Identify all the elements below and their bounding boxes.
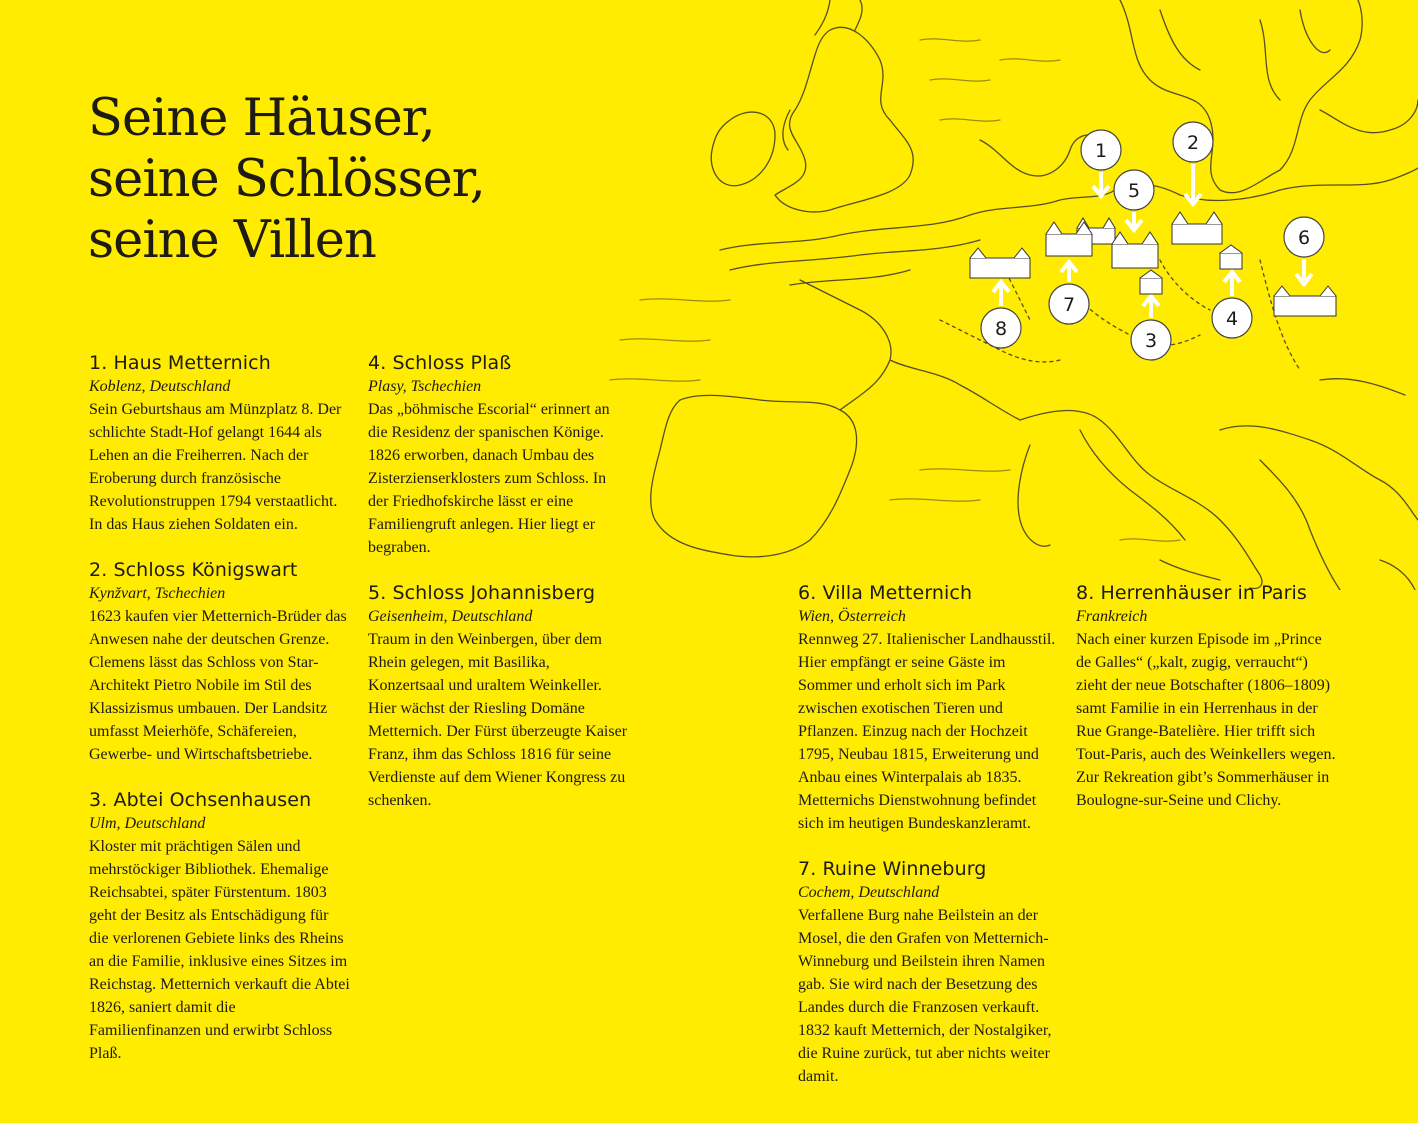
text-column-4: [1076, 582, 1338, 812]
svg-text:7: 7: [1062, 294, 1076, 316]
castle-icon: [970, 248, 1030, 278]
map-markers: [970, 122, 1336, 360]
entry-location: Plasy, Tschechien: [368, 378, 482, 395]
entry-heading: 2. Schloss Königswart: [89, 559, 298, 581]
entry-location: Geisenheim, Deutschland: [368, 608, 533, 625]
entry-schloss-johannisberg: [368, 582, 630, 812]
castle-icon: [1172, 212, 1222, 244]
entry-heading: 7. Ruine Winneburg: [798, 858, 987, 880]
text-column-1: [89, 352, 351, 1065]
entry-text: 1623 kaufen vier Metternich-Brüder das Anwesen nahe der deutschen Grenze. Clemens lässt das Schloss von Star-Architekt Pietro Nobile im Stil des Klassizismus umbauen. Der Landsitz umfasst Meierhöfe, Schäfereien, Gewerbe- und Wirtschaftsbetriebe.: [89, 608, 347, 763]
marker-8: [970, 248, 1030, 348]
text-column-2: [368, 352, 630, 812]
entry-location: Kynžvart, Tschechien: [89, 585, 226, 602]
britain-outline: [775, 27, 913, 212]
marker-3: [1131, 270, 1171, 360]
entry-text: Sein Geburtshaus am Münzplatz 8. Der schlichte Stadt-Hof gelangt 1644 als Lehen an die Freiherren. Nach der Eroberung durch französische Revolutionstruppen 1794 verstaatlicht. In das Haus ziehen Soldaten ein.: [89, 401, 342, 533]
entry-text: Rennweg 27. Italienischer Landhausstil. Hier empfängt er seine Gäste im Sommer und erholt sich im Park zwischen exotischen Tieren und Pflanzen. Einzug nach der Hochzeit 1795, Neubau 1815, Erweiterung und Anbau eines Winterpalais ab 1835. Metternichs Dienstwohnung befindet sich im heutigen Bundeskanzleramt.: [798, 631, 1056, 832]
title-line-1: Seine Häuser,: [88, 89, 435, 148]
entry-text: Das „böhmische Escorial“ erinnert an die Residenz der spanischen Könige. 1826 erworben, danach Umbau des Zisterzienserklosters zum Schloss. In der Friedhofskirche lässt er eine Familiengruft anlegen. Hier liegt er begraben.: [368, 401, 610, 556]
europe-map: [560, 0, 1418, 590]
iberia-outline: [651, 395, 857, 556]
entry-haus-metternich: [89, 352, 351, 536]
entry-schloss-koenigswart: [89, 559, 351, 766]
scandinavia-outline: [1120, 0, 1362, 193]
svg-text:3: 3: [1144, 330, 1158, 352]
entry-herrenhaeuser-paris: [1076, 582, 1338, 812]
entry-ruine-winneburg: [798, 858, 1060, 1088]
castle-icon: [1274, 286, 1336, 316]
entry-text: Verfallene Burg nahe Beilstein an der Mosel, die den Grafen von Metternich-Winneburg und Beilstein ihren Namen gab. Sie wird nach der Besetzung des Landes durch die Franzosen verkauft. 1832 kauft Metternich, der Nostalgiker, die Ruine zurück, tut aber nichts weiter damit.: [798, 907, 1052, 1085]
svg-text:2: 2: [1186, 132, 1200, 154]
entry-text: Traum in den Weinbergen, über dem Rhein gelegen, mit Basilika, Konzertsaal und uraltem Weinkeller. Hier wächst der Riesling Domäne Metternich. Der Fürst überzeugte Kaiser Franz, ihm das Schloss 1816 für seine Verdienste auf dem Wiener Kongress zu schenken.: [368, 631, 628, 809]
entry-location: Koblenz, Deutschland: [89, 378, 231, 395]
castle-icon: [1220, 245, 1242, 269]
title-line-2: seine Schlösser,: [88, 150, 485, 209]
entry-heading: 8. Herrenhäuser in Paris: [1076, 582, 1307, 604]
svg-text:1: 1: [1094, 140, 1108, 162]
marker-4: [1212, 245, 1252, 338]
svg-text:4: 4: [1225, 308, 1239, 330]
castle-icon: [1046, 222, 1092, 256]
entry-text: Nach einer kurzen Episode im „Prince de Galles“ („kalt, zugig, verraucht“) zieht der neue Botschafter (1806–1809) samt Familie in ein Herrenhaus in der Rue Grange-Batelière. Hier trifft sich Tout-Paris, auch des Weinkellers wegen. Zur Rekreation gibt’s Sommerhäuser in Boulogne-sur-Seine und Clichy.: [1076, 631, 1336, 809]
entry-heading: 1. Haus Metternich: [89, 352, 271, 374]
entry-villa-metternich: [798, 582, 1060, 835]
balkans-outline: [1220, 426, 1418, 520]
entry-heading: 3. Abtei Ochsenhausen: [89, 789, 312, 811]
entry-heading: 5. Schloss Johannisberg: [368, 582, 596, 604]
entry-location: Cochem, Deutschland: [798, 884, 940, 901]
entry-heading: 6. Villa Metternich: [798, 582, 973, 604]
svg-text:5: 5: [1127, 180, 1141, 202]
svg-text:6: 6: [1297, 227, 1311, 249]
text-column-3: [798, 582, 1060, 1088]
title-line-3: seine Villen: [88, 211, 376, 270]
marker-5: [1112, 170, 1158, 268]
entry-heading: 4. Schloss Plaß: [368, 352, 512, 374]
entry-location: Wien, Österreich: [798, 608, 906, 625]
svg-text:8: 8: [994, 318, 1008, 340]
entry-abtei-ochsenhausen: [89, 789, 351, 1065]
castle-icon: [1112, 232, 1158, 268]
entry-location: Ulm, Deutschland: [89, 815, 206, 832]
marker-7: [1046, 222, 1092, 324]
italy-outline: [1020, 411, 1262, 589]
entry-location: Frankreich: [1076, 608, 1148, 625]
ireland-outline: [711, 112, 775, 186]
page-title: [88, 88, 485, 271]
marker-6: [1274, 217, 1336, 316]
entry-text: Kloster mit prächtigen Sälen und mehrstöckiger Bibliothek. Ehemalige Reichsabtei, später Fürstentum. 1803 geht der Besitz als Entschädigung für die verlorenen Gebiete links des Rheins an die Familie, inklusive eines Sitzes im Reichstag. Metternich verkauft die Abtei 1826, saniert damit die Familienfinanzen und erwirbt Schloss Plaß.: [89, 838, 350, 1062]
castle-icon: [1140, 270, 1162, 294]
entry-schloss-plass: [368, 352, 630, 559]
